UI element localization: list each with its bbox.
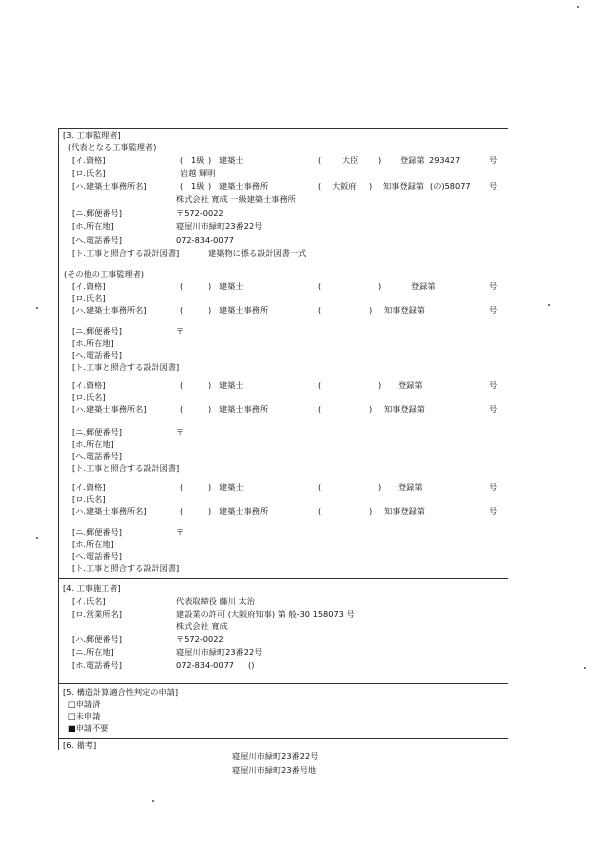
number-suffix: 号 [489,506,498,516]
section5-top-rule [58,683,508,684]
section6-heading: [6. 備考] [63,740,97,750]
field-label: [ロ.氏名] [72,293,106,303]
field-label: [ト.工事と照合する設計図書] [72,463,180,473]
paren-open: ( [318,404,322,414]
paren-close: ) [208,305,212,315]
option-not-submitted: □未申請 [68,711,101,721]
paren-close: ) [369,506,373,516]
registration-prefix: 登録第 [400,155,425,165]
office-registration-prefix: 知事登録第 [384,404,425,414]
field-label: [ホ.所在地] [72,221,114,231]
office-kind: 建築士事務所 [219,305,269,315]
paren-close: ) [369,305,373,315]
scan-speck [36,307,38,309]
office-kind: 建築士事務所 [219,506,269,516]
field-label: [イ.氏名] [72,596,106,606]
office-name: 株式会社 寛成 一級建築士事務所 [176,194,296,204]
paren-close: ) [378,281,382,291]
number-suffix: 号 [489,181,498,191]
field-label: [ニ.郵便番号] [72,326,122,336]
scan-speck [152,800,154,802]
field-label: [ヘ.電話番号] [72,350,122,360]
other-supervisors-heading: (その他の工事監理者) [64,269,145,279]
contractor-address: 寝屋川市緑町23番22号 [176,647,263,657]
number-suffix: 号 [489,281,498,291]
field-label: [イ.資格] [72,281,106,291]
field-label: [ト.工事と照合する設計図書] [72,563,180,573]
field-label: [ホ.電話番号] [72,660,122,670]
paren-close: ) [378,482,382,492]
scan-speck [548,304,550,306]
section3-top-rule [58,128,508,129]
number-suffix: 号 [489,155,498,165]
option-submitted: □申請済 [68,699,101,709]
section6-top-rule [58,738,508,739]
paren-close: ) [378,155,382,165]
paren-open: ( [180,506,184,516]
paren-close: ) [208,281,212,291]
field-label: [ロ.氏名] [72,392,106,402]
paren-open: ( [180,155,184,165]
field-label: [ヘ.電話番号] [72,235,122,245]
registration-number: 293427 [429,155,461,165]
field-label: [ニ.所在地] [72,647,114,657]
paren-open: ( [180,305,184,315]
office-registration-number: (の)58077 [430,181,471,191]
paren-close: ) [208,482,212,492]
phone-number: 072-834-0077 [176,235,235,245]
number-suffix: 号 [489,482,498,492]
field-label: [イ.資格] [72,482,106,492]
postal-code: 〒572-0022 [176,634,224,644]
paren-close: ) [369,404,373,414]
field-label: [ハ.建築士事務所名] [72,506,147,516]
office-registration-prefix: 知事登録第 [384,305,425,315]
field-label: [ホ.所在地] [72,539,114,549]
phone-extension: () [248,660,255,670]
qualification-kind: 建築士 [219,155,244,165]
field-label: [ロ.氏名] [72,494,106,504]
qualification-kind: 建築士 [219,482,244,492]
field-label: [ホ.所在地] [72,338,114,348]
paren-open: ( [318,281,322,291]
paren-open: ( [318,506,322,516]
paren-open: ( [180,281,184,291]
office-registration-prefix: 知事登録第 [383,181,424,191]
number-suffix: 号 [489,305,498,315]
scan-speck [577,6,579,8]
paren-close: ) [208,506,212,516]
paren-open: ( [318,380,322,390]
remarks-line-1: 寝屋川市緑町23番22号 [232,751,319,761]
paren-close: ) [378,380,382,390]
rep-supervisor-heading: (代表となる工事監理者) [68,142,157,152]
registration-prefix: 登録第 [398,380,423,390]
paren-close: ) [208,380,212,390]
option-not-required: ■申請不要 [68,723,109,733]
postal-code: 〒 [176,326,185,336]
field-label: [ハ.郵便番号] [72,634,122,644]
registration-prefix: 登録第 [411,281,436,291]
office-grade: 1級 [191,181,205,191]
field-label: [ロ.氏名] [72,168,106,178]
office-registration-prefix: 知事登録第 [384,506,425,516]
registration-prefix: 登録第 [398,482,423,492]
office-prefecture: 大阪府 [332,181,357,191]
paren-open: ( [180,482,184,492]
office-address: 寝屋川市緑町23番22号 [176,221,263,231]
field-label: [ニ.郵便番号] [72,527,122,537]
contractor-company: 株式会社 寛成 [176,621,228,631]
number-suffix: 号 [489,380,498,390]
field-label: [イ.資格] [72,155,106,165]
paren-close: ) [208,155,212,165]
field-label: [イ.資格] [72,380,106,390]
registration-authority: 大臣 [342,155,359,165]
section4-heading: [4. 工事施工者] [63,583,121,593]
qualification-kind: 建築士 [219,281,244,291]
qualification-kind: 建築士 [219,380,244,390]
field-label: [ト.工事と照合する設計図書] [72,248,180,258]
scan-speck [36,537,38,539]
postal-code: 〒 [176,427,185,437]
field-label: [ホ.所在地] [72,439,114,449]
scan-speck [584,667,586,669]
phone-number: 072-834-0077 [176,660,235,670]
paren-close: ) [208,181,212,191]
design-documents: 建築物に係る設計図書一式 [208,248,307,258]
paren-open: ( [318,482,322,492]
field-label: [ロ.営業所名] [72,609,122,619]
section3-heading: [3. 工事監理者] [63,130,121,140]
construction-license: 建設業の許可 (大阪府知事) 第 般-30 158073 号 [176,609,355,619]
paren-close: ) [208,404,212,414]
office-kind: 建築士事務所 [219,181,269,191]
paren-open: ( [180,181,184,191]
paren-close: ) [369,181,373,191]
field-label: [ハ.建築士事務所名] [72,305,147,315]
section4-top-rule [58,578,508,579]
remarks-line-2: 寝屋川市緑町23番号地 [232,765,317,775]
supervisor-name: 岩越 輝明 [180,168,216,178]
field-label: [ハ.建築士事務所名] [72,181,147,191]
section5-heading: [5. 構造計算適合性判定の申請] [63,687,179,697]
contractor-representative: 代表取締役 藤川 太治 [176,596,255,606]
number-suffix: 号 [489,404,498,414]
paren-open: ( [318,305,322,315]
field-label: [ト.工事と照合する設計図書] [72,362,180,372]
postal-code: 〒 [176,527,185,537]
paren-open: ( [318,155,322,165]
postal-code: 〒572-0022 [176,208,224,218]
left-frame-rule [58,128,59,750]
paren-open: ( [180,380,184,390]
paren-open: ( [180,404,184,414]
field-label: [ハ.建築士事務所名] [72,404,147,414]
paren-open: ( [318,181,322,191]
office-kind: 建築士事務所 [219,404,269,414]
field-label: [ニ.郵便番号] [72,427,122,437]
field-label: [ヘ.電話番号] [72,551,122,561]
field-label: [ヘ.電話番号] [72,451,122,461]
field-label: [ニ.郵便番号] [72,208,122,218]
qualification-grade: 1級 [191,155,205,165]
